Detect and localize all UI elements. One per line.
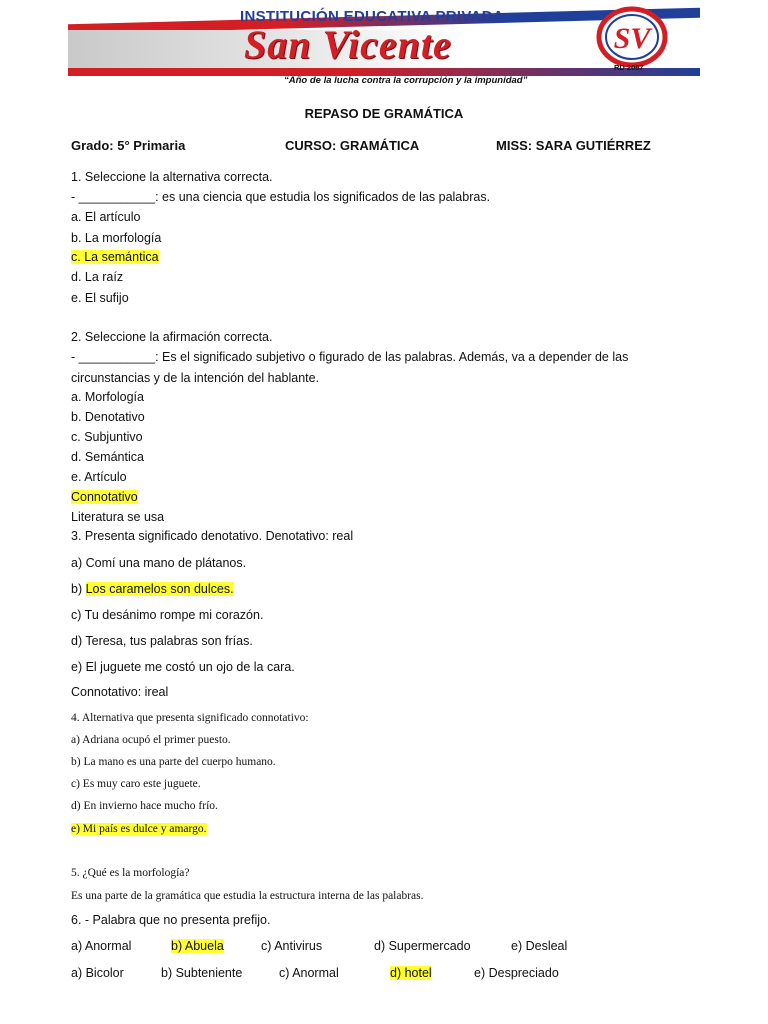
q6-row1-option-a: a) Anormal bbox=[71, 939, 132, 953]
q3-option-c: c) Tu desánimo rompe mi corazón. bbox=[71, 608, 264, 622]
q3-option-b bbox=[71, 582, 234, 596]
q2-option-b: b. Denotativo bbox=[71, 410, 145, 424]
q3-option-b-answer-highlighted: Los caramelos son dulces. bbox=[85, 582, 234, 596]
q2-option-a: a. Morfología bbox=[71, 390, 144, 404]
school-name: San Vicente bbox=[244, 22, 452, 67]
q5-prompt: 5. ¿Qué es la morfología? bbox=[71, 867, 190, 879]
q2-statement-line1: - ___________: Es el significado subjetivo o figurado de las palabras. Además, va a depender de las bbox=[71, 350, 629, 364]
q6-row2-option-b: b) Subteniente bbox=[161, 966, 243, 980]
q3-prompt: 3. Presenta significado denotativo. Denotativo: real bbox=[71, 529, 354, 543]
course-label: CURSO: GRAMÁTICA bbox=[285, 138, 420, 153]
logo-letters: SV bbox=[613, 22, 651, 55]
q1-option-b: b. La morfología bbox=[71, 231, 162, 245]
q3-option-b-letter: b) bbox=[71, 582, 86, 596]
q4-prompt: 4. Alternativa que presenta significado connotativo: bbox=[71, 712, 309, 724]
q4-option-d: d) En invierno hace mucho frío. bbox=[71, 800, 218, 812]
q3-option-a: a) Comí una mano de plátanos. bbox=[71, 556, 247, 570]
q6-row1-option-c: c) Antivirus bbox=[261, 939, 323, 953]
q3-option-e: e) El juguete me costó un ojo de la cara. bbox=[71, 660, 295, 674]
q3-option-d: d) Teresa, tus palabras son frías. bbox=[71, 634, 253, 648]
q2-prompt: 2. Seleccione la afirmación correcta. bbox=[71, 330, 273, 344]
q6-row1-option-b-highlighted: b) Abuela bbox=[171, 939, 224, 953]
q2-note: Literatura se usa bbox=[71, 510, 165, 524]
q4-option-b: b) La mano es una parte del cuerpo humano. bbox=[71, 756, 276, 768]
q5-answer: Es una parte de la gramática que estudia la estructura interna de las palabras. bbox=[71, 890, 424, 902]
q1-option-e: e. El sufijo bbox=[71, 291, 129, 305]
q1-statement: - ___________: es una ciencia que estudia los significados de las palabras. bbox=[71, 190, 491, 204]
school-header-banner bbox=[68, 6, 700, 92]
q4-option-a: a) Adriana ocupó el primer puesto. bbox=[71, 734, 231, 746]
q6-row1-option-d: d) Supermercado bbox=[374, 939, 471, 953]
q6-row2-option-a: a) Bicolor bbox=[71, 966, 124, 980]
teacher-label: MISS: SARA GUTIÉRREZ bbox=[496, 138, 651, 153]
q4-option-e-highlighted: e) Mi país es dulce y amargo. bbox=[71, 823, 207, 835]
institution-title: INSTITUCIÓN EDUCATIVA PRIVADA bbox=[240, 8, 504, 25]
q6-row2-option-e: e) Despreciado bbox=[474, 966, 559, 980]
q1-option-a: a. El artículo bbox=[71, 210, 141, 224]
q6-prompt: 6. - Palabra que no presenta prefijo. bbox=[71, 913, 271, 927]
q6-row1-option-e: e) Desleal bbox=[511, 939, 568, 953]
school-logo-icon bbox=[596, 6, 668, 68]
registration-code: RD 2067 bbox=[614, 63, 644, 72]
q2-option-e: e. Artículo bbox=[71, 470, 127, 484]
q6-row2-option-c: c) Anormal bbox=[279, 966, 339, 980]
q3-note: Connotativo: ireal bbox=[71, 685, 169, 699]
page-title: REPASO DE GRAMÁTICA bbox=[304, 106, 464, 121]
q1-option-c-highlighted: c. La semántica bbox=[71, 250, 159, 264]
year-motto: “Año de la lucha contra la corrupción y la impunidad” bbox=[284, 75, 528, 86]
q2-option-c: c. Subjuntivo bbox=[71, 430, 143, 444]
q2-answer-highlighted: Connotativo bbox=[71, 490, 138, 504]
grade-label: Grado: 5° Primaria bbox=[71, 138, 186, 153]
q4-option-c: c) Es muy caro este juguete. bbox=[71, 778, 201, 790]
q6-row2-option-d-highlighted: d) hotel bbox=[390, 966, 432, 980]
q1-option-d: d. La raíz bbox=[71, 270, 124, 284]
q2-option-d: d. Semántica bbox=[71, 450, 144, 464]
q1-prompt: 1. Seleccione la alternativa correcta. bbox=[71, 170, 273, 184]
q2-statement-line2: circunstancias y de la intención del hablante. bbox=[71, 371, 320, 385]
